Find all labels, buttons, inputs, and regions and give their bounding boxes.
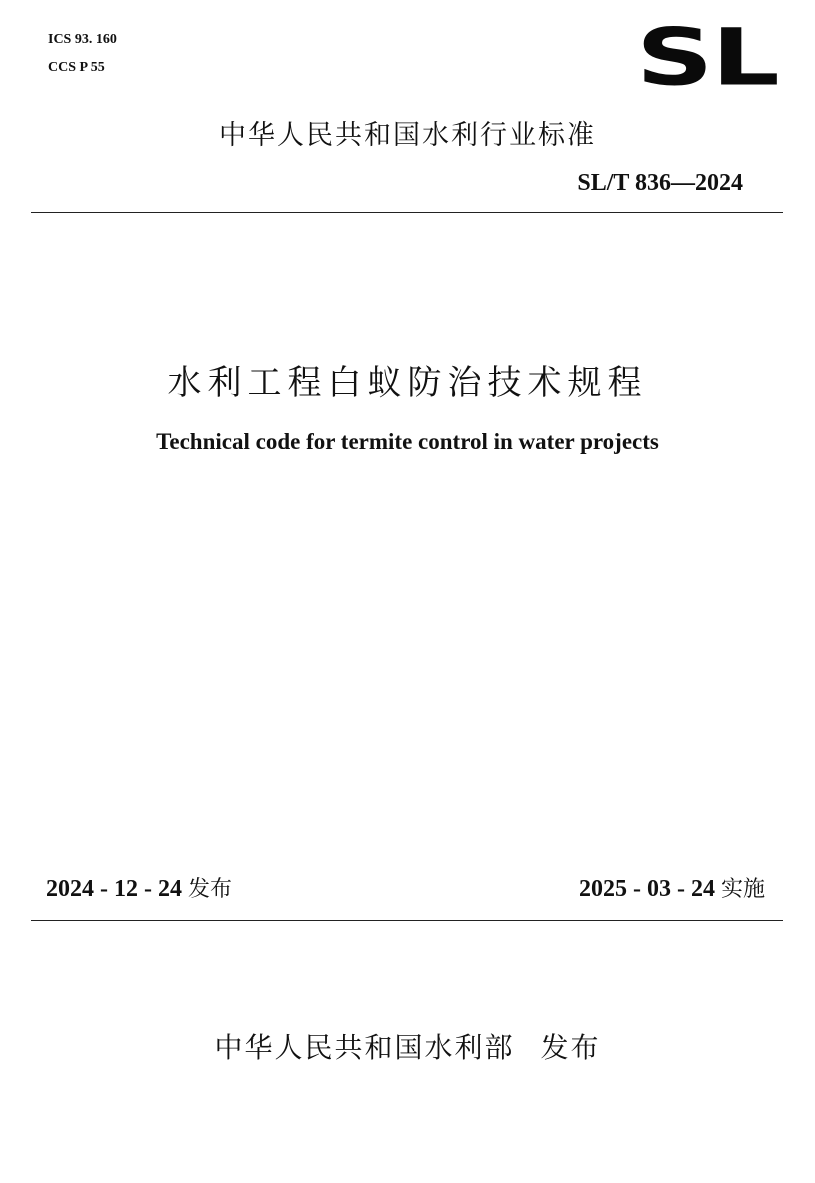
sl-logo: SL [636, 11, 778, 104]
implementation-label: 实施 [720, 877, 765, 902]
publisher-label: 发布 [540, 1031, 601, 1064]
classification-codes [48, 26, 117, 82]
top-divider [31, 212, 783, 213]
issue-date: 2024 - 12 - 24 [46, 876, 182, 902]
ics-code: ICS 93. 160 [48, 32, 117, 47]
standard-number: SL/T 836—2024 [577, 170, 743, 196]
bottom-divider [31, 920, 783, 921]
implementation-date-line [579, 872, 765, 903]
issue-label: 发布 [187, 877, 232, 902]
issue-date-line [46, 872, 232, 903]
ccs-code: CCS P 55 [48, 60, 105, 75]
publisher-org: 中华人民共和国水利部 [214, 1031, 515, 1064]
title-english: Technical code for termite control in water projects [156, 429, 659, 454]
standard-type-heading: 中华人民共和国水利行业标准 [219, 120, 596, 151]
title-chinese: 水利工程白蚁防治技术规程 [167, 363, 648, 403]
publisher-line [0, 1026, 815, 1066]
implementation-date: 2025 - 03 - 24 [579, 876, 715, 902]
